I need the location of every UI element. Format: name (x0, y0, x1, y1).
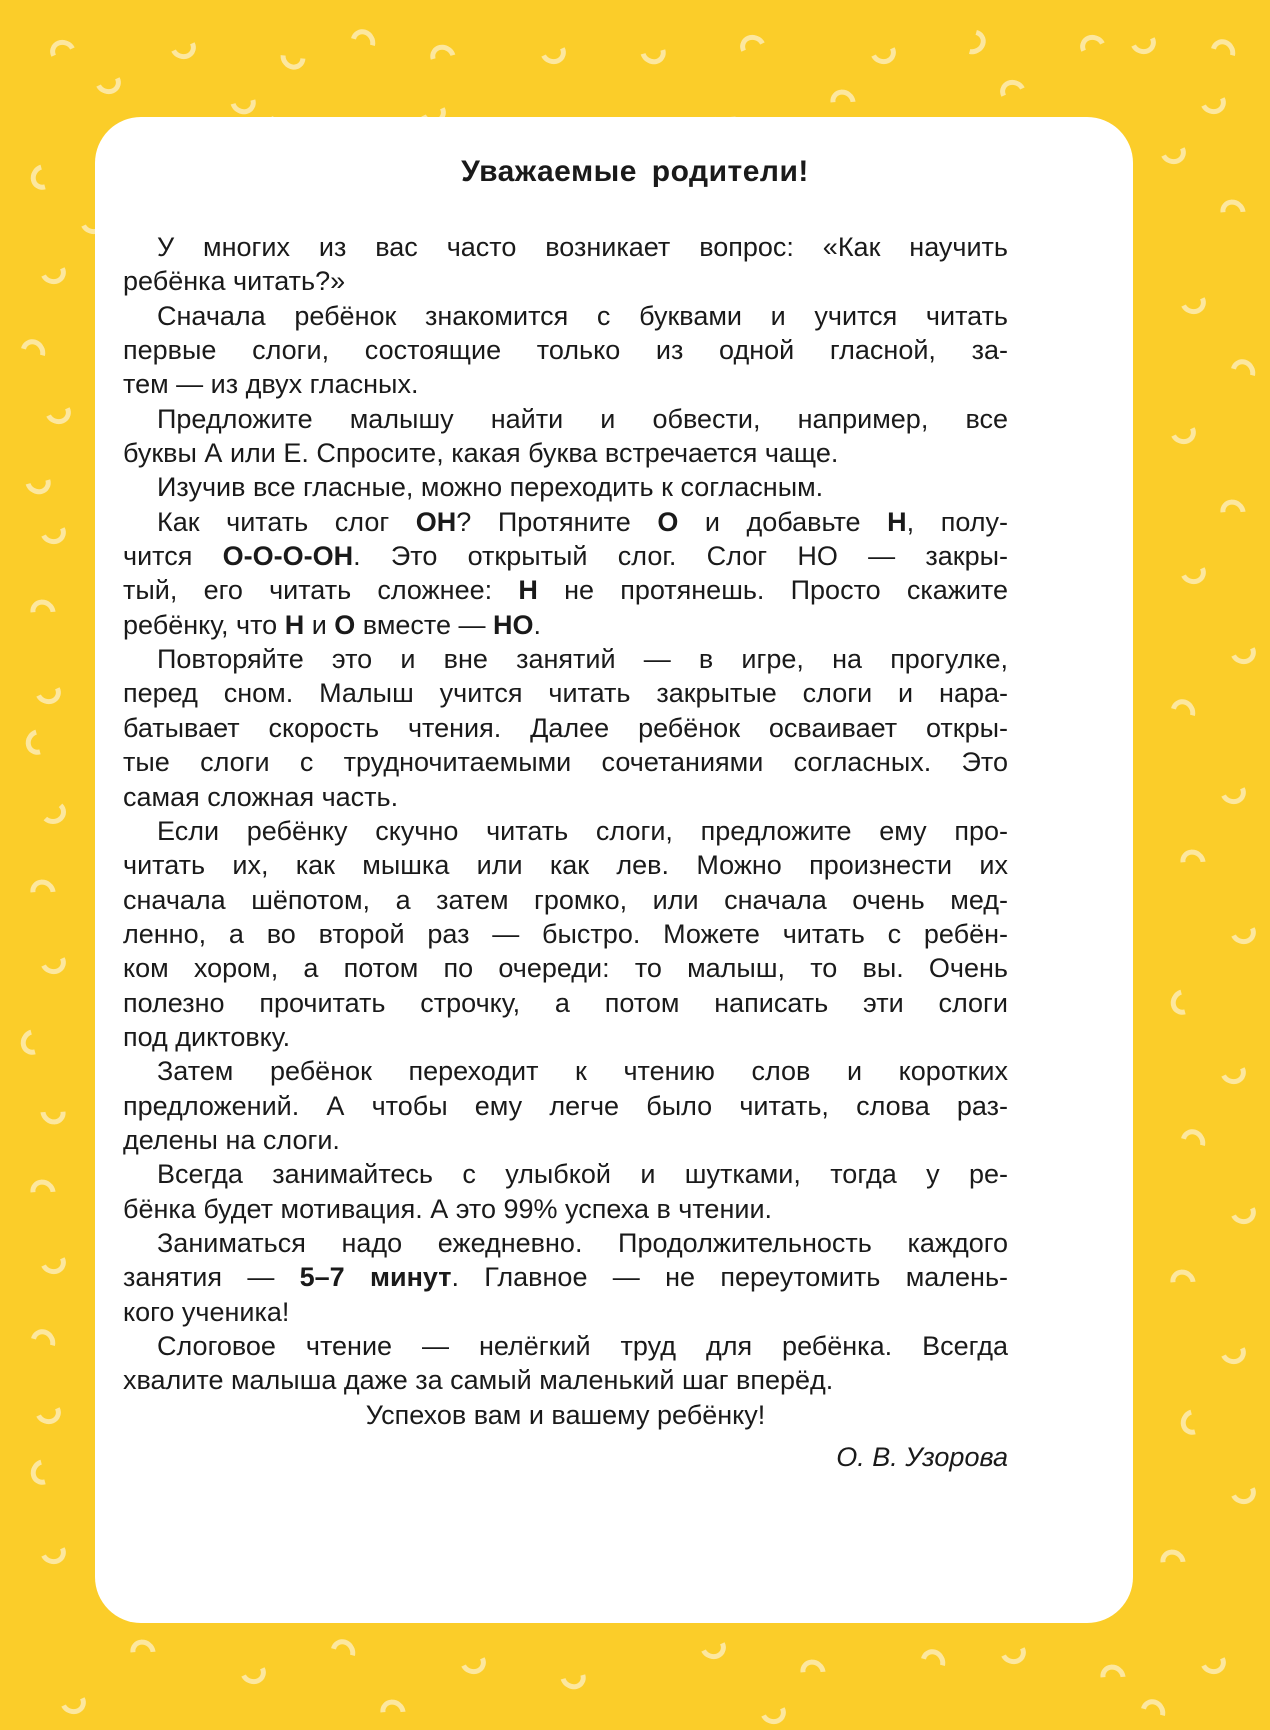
bold-syllable: НО (493, 609, 534, 640)
text-line: батывает скорость чтения. Далее ребёнок осваивает откры- (123, 712, 1008, 743)
squiggle-decoration (1175, 844, 1210, 879)
closing-line: Успехов вам и вашему ребёнку! (365, 1399, 766, 1430)
squiggle-decoration (47, 36, 80, 67)
squiggle-decoration (1217, 776, 1250, 807)
squiggle-decoration (37, 516, 70, 547)
squiggle-decoration (32, 1396, 65, 1427)
squiggle-decoration (326, 1635, 360, 1670)
squiggle-decoration (37, 1536, 70, 1567)
squiggle-decoration (26, 1455, 60, 1490)
text-line: занятия — 5–7 минут. Главное — не переутомить малень- (123, 1262, 1009, 1293)
squiggle-decoration (997, 1636, 1030, 1667)
text-line: буквы А или Е. Спросите, какая буква встречается чаще. (123, 438, 839, 469)
squiggle-decoration (1206, 35, 1240, 70)
squiggle-decoration (375, 1694, 410, 1729)
bold-syllable: 5–7 минут (299, 1262, 452, 1293)
squiggle-decoration (1227, 916, 1260, 947)
squiggle-decoration (426, 40, 461, 74)
text-line: Как читать слог ОН? Протяните О и добавьте Н, полу- (157, 506, 1008, 537)
squiggle-decoration (42, 396, 75, 427)
squiggle-decoration (1176, 1405, 1210, 1440)
squiggle-decoration (226, 85, 261, 119)
squiggle-decoration (457, 1646, 490, 1677)
text-line: Слоговое чтение — нелёгкий труд для ребёнка. Всегда (157, 1331, 1008, 1361)
squiggle-decoration (37, 1246, 70, 1277)
text-line: ленно, а во второй раз — быстро. Можете читать с ребён- (123, 918, 1008, 949)
text-line: кого ученика! (123, 1296, 290, 1327)
text-line: сначала шёпотом, а затем громко, или сначала очень мед- (123, 884, 1008, 915)
squiggle-decoration (1215, 494, 1250, 529)
squiggle-decoration (25, 874, 60, 909)
paragraph (123, 1157, 1008, 1226)
squiggle-decoration (346, 25, 380, 60)
squiggle-decoration (1227, 1196, 1260, 1227)
squiggle-decoration (1176, 1125, 1210, 1160)
squiggle-decoration (1227, 636, 1260, 667)
squiggle-decoration (956, 25, 991, 59)
paragraph (123, 402, 1008, 471)
squiggle-decoration (636, 35, 671, 69)
squiggle-decoration (237, 1656, 270, 1687)
squiggle-decoration (40, 800, 66, 824)
squiggle-decoration (795, 1654, 830, 1689)
squiggle-decoration (21, 725, 55, 760)
bold-syllable: Н (284, 609, 305, 640)
text-line: читать их, как мышка или как лев. Можно произнести их (123, 850, 1008, 881)
squiggle-decoration (1227, 1476, 1260, 1507)
text-line: хвалите малыша даже за самый маленький шаг вперёд. (123, 1365, 834, 1396)
page-title: Уважаемые родители! (461, 155, 809, 188)
squiggle-decoration (1166, 695, 1200, 730)
squiggle-decoration (37, 946, 70, 977)
text-line: предложений. А чтобы ему легче было читать, слова раз- (123, 1090, 1008, 1121)
text-line: Заниматься надо ежедневно. Продолжительность каждого (157, 1227, 1008, 1258)
squiggle-decoration (1215, 194, 1250, 229)
squiggle-decoration (537, 36, 570, 67)
bold-syllable: Н (518, 575, 538, 606)
bold-syllable: Н (887, 506, 907, 537)
text-line: Если ребёнку скучно читать слоги, предложите ему про- (157, 815, 1008, 846)
squiggle-decoration (1226, 355, 1260, 390)
squiggle-decoration (867, 36, 900, 67)
text-line: Изучив все гласные, можно переходить к согласным. (157, 472, 824, 503)
text-line: Всегда занимайтесь с улыбкой и шутками, тогда у ре- (157, 1159, 1008, 1190)
text-line: ком хором, а потом по очереди: то малыш, то вы. Очень (123, 953, 1008, 984)
squiggle-decoration (25, 1174, 60, 1209)
text-line: перед сном. Малыш учится читать закрытые слоги и нара- (123, 678, 1008, 709)
squiggle-decoration (16, 1025, 50, 1060)
squiggle-decoration (16, 335, 50, 370)
squiggle-decoration (275, 39, 310, 74)
paragraph (123, 642, 1008, 814)
signature: О. В. Узорова (836, 1442, 1008, 1473)
squiggle-decoration (26, 1325, 60, 1360)
paragraph (123, 814, 1008, 1054)
squiggle-decoration (1166, 985, 1200, 1020)
text-line: Предложите малышу найти и обвести, например, все (157, 403, 1008, 434)
squiggle-decoration (1095, 1659, 1130, 1694)
squiggle-decoration (25, 594, 60, 629)
squiggle-decoration (1165, 1264, 1200, 1299)
paragraph (123, 505, 1008, 642)
squiggle-decoration (32, 676, 65, 707)
text-line: У многих из вас часто возникает вопрос: «Как научить (157, 232, 1008, 262)
paragraph (123, 230, 1008, 299)
bold-syllable: ОН (415, 506, 457, 537)
text-line: бёнка будет мотивация. А это 99% успеха в чтении. (123, 1193, 773, 1224)
squiggle-decoration (916, 1645, 950, 1680)
squiggle-decoration (1077, 31, 1110, 62)
squiggle-decoration (1177, 286, 1210, 317)
letter-body (123, 230, 1008, 1474)
text-line: Повторяйте это и вне занятий — в игре, на прогулке, (157, 644, 1008, 675)
paragraph (123, 1329, 1008, 1398)
squiggle-decoration (1167, 416, 1200, 447)
text-line: Сначала ребёнок знакомится с буквами и учится читать (157, 300, 1008, 331)
squiggle-decoration (997, 76, 1030, 107)
text-line: Затем ребёнок переходит к чтению слов и коротких (157, 1056, 1008, 1087)
paragraph (123, 299, 1008, 402)
squiggle-decoration (556, 1660, 591, 1694)
text-line: чится О-О-О-ОН. Это открытый слог. Слог НО — закры- (123, 541, 1008, 572)
bold-syllable: О (657, 506, 679, 537)
squiggle-decoration (1155, 1544, 1190, 1579)
squiggle-decoration (1197, 1646, 1230, 1677)
paragraph (123, 470, 1008, 504)
bold-syllable: О-О-О-ОН (222, 541, 354, 572)
text-line: тем — из двух гласных. (123, 369, 419, 400)
text-line: тый, его читать сложнее: Н не протянешь. Просто скажите (123, 575, 1009, 606)
text-line: ребёнку, что Н и О вместе — НО. (123, 609, 542, 640)
squiggle-decoration (1197, 86, 1230, 117)
squiggle-decoration (697, 1631, 730, 1662)
squiggle-decoration (57, 1686, 90, 1717)
paragraph (123, 1226, 1008, 1329)
squiggle-decoration (737, 31, 770, 62)
text-line: первые слоги, состоящие только из одной гласной, за- (123, 335, 1008, 366)
squiggle-decoration (1127, 26, 1160, 57)
paragraph (123, 1054, 1008, 1157)
squiggle-decoration (35, 1094, 70, 1129)
squiggle-decoration (125, 1634, 160, 1669)
text-line: тые слоги с трудночитаемыми сочетаниями согласных. Это (123, 747, 1008, 778)
text-line: делены на слоги. (123, 1124, 340, 1155)
squiggle-decoration (167, 31, 200, 62)
squiggle-decoration (37, 256, 70, 287)
squiggle-decoration (825, 84, 860, 119)
squiggle-decoration (92, 66, 125, 97)
squiggle-decoration (1136, 1695, 1170, 1730)
text-line: ребёнка читать?» (123, 266, 346, 297)
bold-syllable: О (334, 609, 356, 640)
squiggle-decoration (1177, 556, 1210, 587)
text-line: самая сложная часть. (123, 781, 399, 812)
squiggle-decoration (1217, 1336, 1250, 1367)
text-line: под диктовку. (123, 1021, 291, 1052)
squiggle-decoration (757, 1696, 790, 1727)
squiggle-decoration (21, 465, 56, 499)
squiggle-decoration (1217, 1056, 1250, 1087)
text-line: полезно прочитать строчку, а потом написать эти слоги (123, 987, 1008, 1018)
